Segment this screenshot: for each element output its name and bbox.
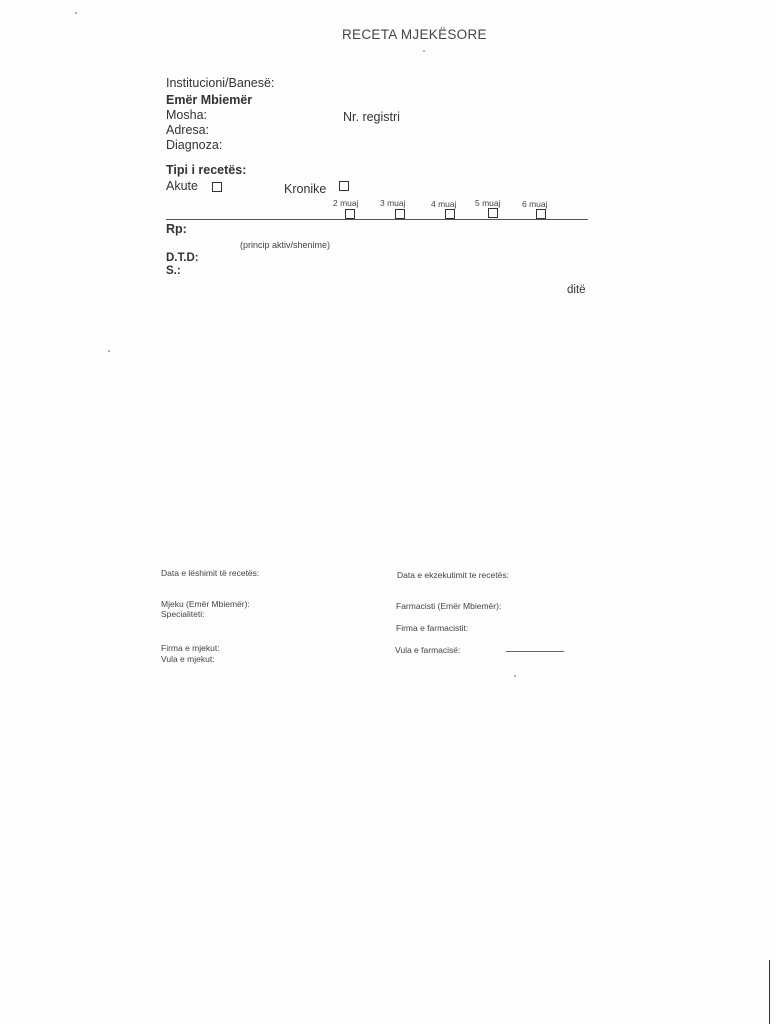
execution-date-label: Data e ekzekutimit te recetës:: [397, 570, 509, 580]
chronic-checkbox[interactable]: [339, 181, 349, 191]
issue-date-label: Data e lëshimit të recetës:: [161, 568, 260, 578]
scan-speck: [514, 675, 516, 677]
scan-speck: [75, 12, 77, 14]
diagnosis-label: Diagnoza:: [166, 138, 223, 152]
month-4-checkbox[interactable]: [445, 209, 455, 219]
chronic-label: Kronike: [284, 182, 327, 196]
scan-speck: [108, 350, 110, 352]
month-option-label: 4 muaj: [431, 199, 457, 209]
month-option-label: 5 muaj: [475, 198, 501, 208]
dtd-label: D.T.D:: [166, 252, 199, 264]
acute-checkbox[interactable]: [212, 182, 222, 192]
month-option-label: 6 muaj: [522, 199, 548, 209]
address-label: Adresa:: [166, 123, 210, 137]
doctor-signature-label: Firma e mjekut:: [161, 643, 220, 653]
rx-hint: (princip aktiv/shenime): [240, 240, 331, 250]
pharmacy-stamp-line: [506, 651, 564, 652]
month-2-checkbox[interactable]: [345, 209, 355, 219]
s-label: S.:: [166, 265, 181, 277]
doctor-name-label: Mjeku (Emër Mbiemër):: [161, 599, 250, 609]
month-option-label: 2 muaj: [333, 198, 359, 208]
days-label: ditë: [567, 284, 586, 296]
pharmacist-name-label: Farmacisti (Emër Mbiemër):: [396, 601, 502, 611]
section-divider: [166, 219, 588, 220]
month-option-label: 3 muaj: [380, 198, 406, 208]
month-3-checkbox[interactable]: [395, 209, 405, 219]
scan-speck: [423, 50, 425, 52]
doctor-stamp-label: Vula e mjekut:: [161, 654, 215, 664]
age-label: Mosha:: [166, 108, 207, 122]
pharmacy-stamp-label: Vula e farmacisë:: [395, 645, 461, 655]
month-5-checkbox[interactable]: [488, 208, 498, 218]
institution-label: Institucioni/Banesë:: [166, 76, 275, 90]
prescription-type-heading: Tipi i recetës:: [166, 163, 247, 177]
rp-label: Rp:: [166, 222, 187, 236]
registry-label: Nr. registri: [343, 110, 400, 124]
acute-label: Akute: [166, 179, 198, 193]
name-label: Emër Mbiemër: [166, 93, 253, 107]
scan-edge: [769, 960, 770, 1024]
doctor-specialty-label: Specialiteti:: [161, 609, 205, 619]
document-title: RECETA MJEKËSORE: [342, 27, 487, 42]
pharmacist-signature-label: Firma e farmacistit:: [396, 623, 469, 633]
month-6-checkbox[interactable]: [536, 209, 546, 219]
